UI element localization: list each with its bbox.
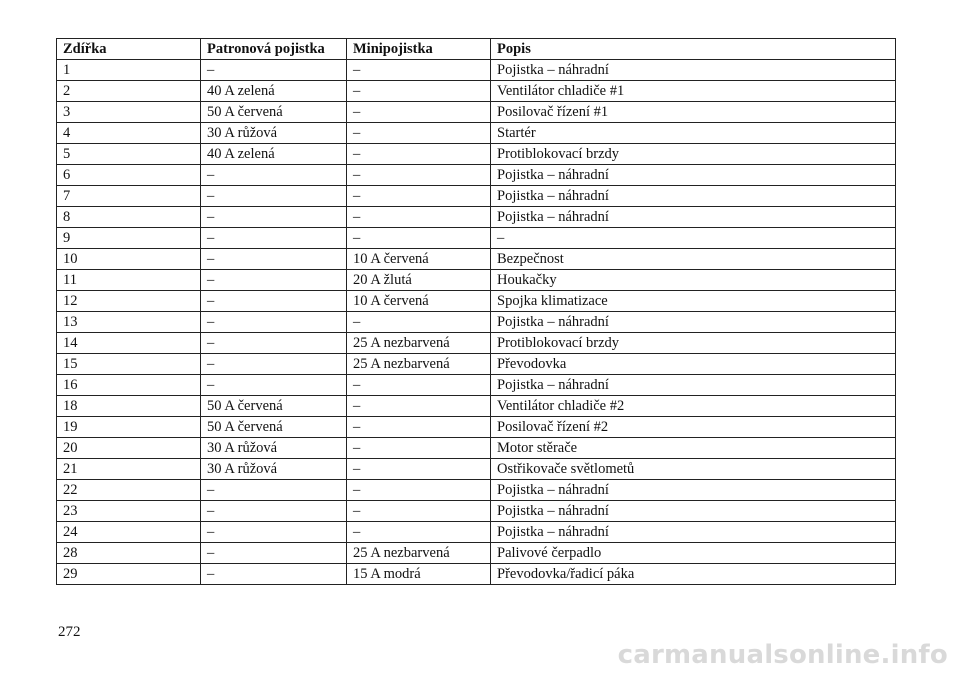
cell-slot: 15 <box>57 354 201 375</box>
cell-mini-fuse: – <box>347 102 491 123</box>
header-mini-fuse: Minipojistka <box>347 39 491 60</box>
cell-mini-fuse: – <box>347 480 491 501</box>
header-description: Popis <box>491 39 896 60</box>
table-row <box>57 270 896 291</box>
cell-cartridge-fuse: – <box>201 480 347 501</box>
cell-slot: 11 <box>57 270 201 291</box>
table-body <box>57 60 896 585</box>
cell-mini-fuse: – <box>347 522 491 543</box>
cell-cartridge-fuse: – <box>201 249 347 270</box>
table-row <box>57 249 896 270</box>
cell-cartridge-fuse: – <box>201 186 347 207</box>
page-number: 272 <box>58 624 81 640</box>
cell-slot: 5 <box>57 144 201 165</box>
cell-slot: 29 <box>57 564 201 585</box>
cell-slot: 6 <box>57 165 201 186</box>
cell-mini-fuse: 25 A nezbarvená <box>347 333 491 354</box>
table-row <box>57 480 896 501</box>
table-header <box>57 39 896 60</box>
cell-description: Spojka klimatizace <box>491 291 896 312</box>
cell-description: Protiblokovací brzdy <box>491 144 896 165</box>
table-row <box>57 165 896 186</box>
table-row <box>57 501 896 522</box>
cell-description: Ventilátor chladiče #1 <box>491 81 896 102</box>
cell-mini-fuse: – <box>347 459 491 480</box>
cell-mini-fuse: 25 A nezbarvená <box>347 354 491 375</box>
table-row <box>57 144 896 165</box>
cell-description: Převodovka/řadicí páka <box>491 564 896 585</box>
cell-slot: 1 <box>57 60 201 81</box>
cell-mini-fuse: 25 A nezbarvená <box>347 543 491 564</box>
cell-cartridge-fuse: 30 A růžová <box>201 123 347 144</box>
cell-description: Startér <box>491 123 896 144</box>
cell-description: Pojistka – náhradní <box>491 207 896 228</box>
cell-mini-fuse: – <box>347 60 491 81</box>
cell-description: Pojistka – náhradní <box>491 186 896 207</box>
table-row <box>57 312 896 333</box>
table-row <box>57 396 896 417</box>
cell-mini-fuse: – <box>347 186 491 207</box>
cell-description: Pojistka – náhradní <box>491 375 896 396</box>
cell-description: Posilovač řízení #1 <box>491 102 896 123</box>
cell-mini-fuse: – <box>347 501 491 522</box>
cell-slot: 16 <box>57 375 201 396</box>
cell-mini-fuse: 20 A žlutá <box>347 270 491 291</box>
cell-mini-fuse: – <box>347 144 491 165</box>
cell-cartridge-fuse: 50 A červená <box>201 102 347 123</box>
cell-description: Pojistka – náhradní <box>491 165 896 186</box>
table-row <box>57 522 896 543</box>
cell-slot: 14 <box>57 333 201 354</box>
cell-slot: 19 <box>57 417 201 438</box>
cell-cartridge-fuse: – <box>201 564 347 585</box>
cell-cartridge-fuse: – <box>201 228 347 249</box>
cell-slot: 22 <box>57 480 201 501</box>
header-slot: Zdířka <box>57 39 201 60</box>
cell-cartridge-fuse: – <box>201 291 347 312</box>
cell-mini-fuse: – <box>347 312 491 333</box>
cell-mini-fuse: – <box>347 228 491 249</box>
header-row <box>57 39 896 60</box>
cell-mini-fuse: – <box>347 417 491 438</box>
cell-description: Palivové čerpadlo <box>491 543 896 564</box>
cell-description: Bezpečnost <box>491 249 896 270</box>
cell-cartridge-fuse: 40 A zelená <box>201 81 347 102</box>
cell-slot: 4 <box>57 123 201 144</box>
cell-description: Motor stěrače <box>491 438 896 459</box>
cell-cartridge-fuse: – <box>201 543 347 564</box>
cell-description: Houkačky <box>491 270 896 291</box>
cell-slot: 10 <box>57 249 201 270</box>
cell-mini-fuse: – <box>347 438 491 459</box>
cell-slot: 9 <box>57 228 201 249</box>
table-row <box>57 375 896 396</box>
cell-slot: 24 <box>57 522 201 543</box>
cell-slot: 8 <box>57 207 201 228</box>
cell-cartridge-fuse: – <box>201 312 347 333</box>
table-row <box>57 60 896 81</box>
cell-slot: 28 <box>57 543 201 564</box>
table-row <box>57 417 896 438</box>
cell-cartridge-fuse: – <box>201 522 347 543</box>
cell-description: Protiblokovací brzdy <box>491 333 896 354</box>
cell-cartridge-fuse: – <box>201 165 347 186</box>
cell-description: – <box>491 228 896 249</box>
table-row <box>57 291 896 312</box>
table-row <box>57 102 896 123</box>
cell-mini-fuse: 10 A červená <box>347 291 491 312</box>
cell-cartridge-fuse: – <box>201 501 347 522</box>
cell-slot: 18 <box>57 396 201 417</box>
cell-slot: 12 <box>57 291 201 312</box>
cell-mini-fuse: – <box>347 165 491 186</box>
cell-description: Pojistka – náhradní <box>491 501 896 522</box>
cell-mini-fuse: – <box>347 375 491 396</box>
header-cartridge-fuse: Patronová pojistka <box>201 39 347 60</box>
table-row <box>57 333 896 354</box>
cell-cartridge-fuse: 30 A růžová <box>201 438 347 459</box>
table-row <box>57 186 896 207</box>
cell-mini-fuse: 10 A červená <box>347 249 491 270</box>
cell-description: Pojistka – náhradní <box>491 480 896 501</box>
cell-cartridge-fuse: – <box>201 207 347 228</box>
cell-slot: 3 <box>57 102 201 123</box>
cell-cartridge-fuse: – <box>201 375 347 396</box>
cell-description: Posilovač řízení #2 <box>491 417 896 438</box>
table-row <box>57 228 896 249</box>
cell-description: Ostřikovače světlometů <box>491 459 896 480</box>
table-row <box>57 459 896 480</box>
cell-cartridge-fuse: 50 A červená <box>201 417 347 438</box>
cell-slot: 23 <box>57 501 201 522</box>
table-row <box>57 207 896 228</box>
cell-cartridge-fuse: – <box>201 333 347 354</box>
cell-description: Převodovka <box>491 354 896 375</box>
table-row <box>57 354 896 375</box>
cell-cartridge-fuse: 50 A červená <box>201 396 347 417</box>
table-row <box>57 123 896 144</box>
cell-cartridge-fuse: 30 A růžová <box>201 459 347 480</box>
cell-slot: 2 <box>57 81 201 102</box>
cell-description: Pojistka – náhradní <box>491 60 896 81</box>
cell-description: Pojistka – náhradní <box>491 522 896 543</box>
table-row <box>57 543 896 564</box>
cell-mini-fuse: – <box>347 123 491 144</box>
cell-cartridge-fuse: – <box>201 354 347 375</box>
fuse-table <box>56 38 896 585</box>
cell-cartridge-fuse: – <box>201 60 347 81</box>
cell-slot: 7 <box>57 186 201 207</box>
cell-slot: 21 <box>57 459 201 480</box>
cell-mini-fuse: – <box>347 396 491 417</box>
cell-description: Pojistka – náhradní <box>491 312 896 333</box>
table-row <box>57 81 896 102</box>
watermark: carmanualsonline.info <box>617 640 948 670</box>
cell-mini-fuse: – <box>347 207 491 228</box>
table-row <box>57 438 896 459</box>
cell-slot: 20 <box>57 438 201 459</box>
cell-cartridge-fuse: 40 A zelená <box>201 144 347 165</box>
cell-cartridge-fuse: – <box>201 270 347 291</box>
cell-description: Ventilátor chladiče #2 <box>491 396 896 417</box>
table-row <box>57 564 896 585</box>
cell-mini-fuse: 15 A modrá <box>347 564 491 585</box>
cell-mini-fuse: – <box>347 81 491 102</box>
cell-slot: 13 <box>57 312 201 333</box>
